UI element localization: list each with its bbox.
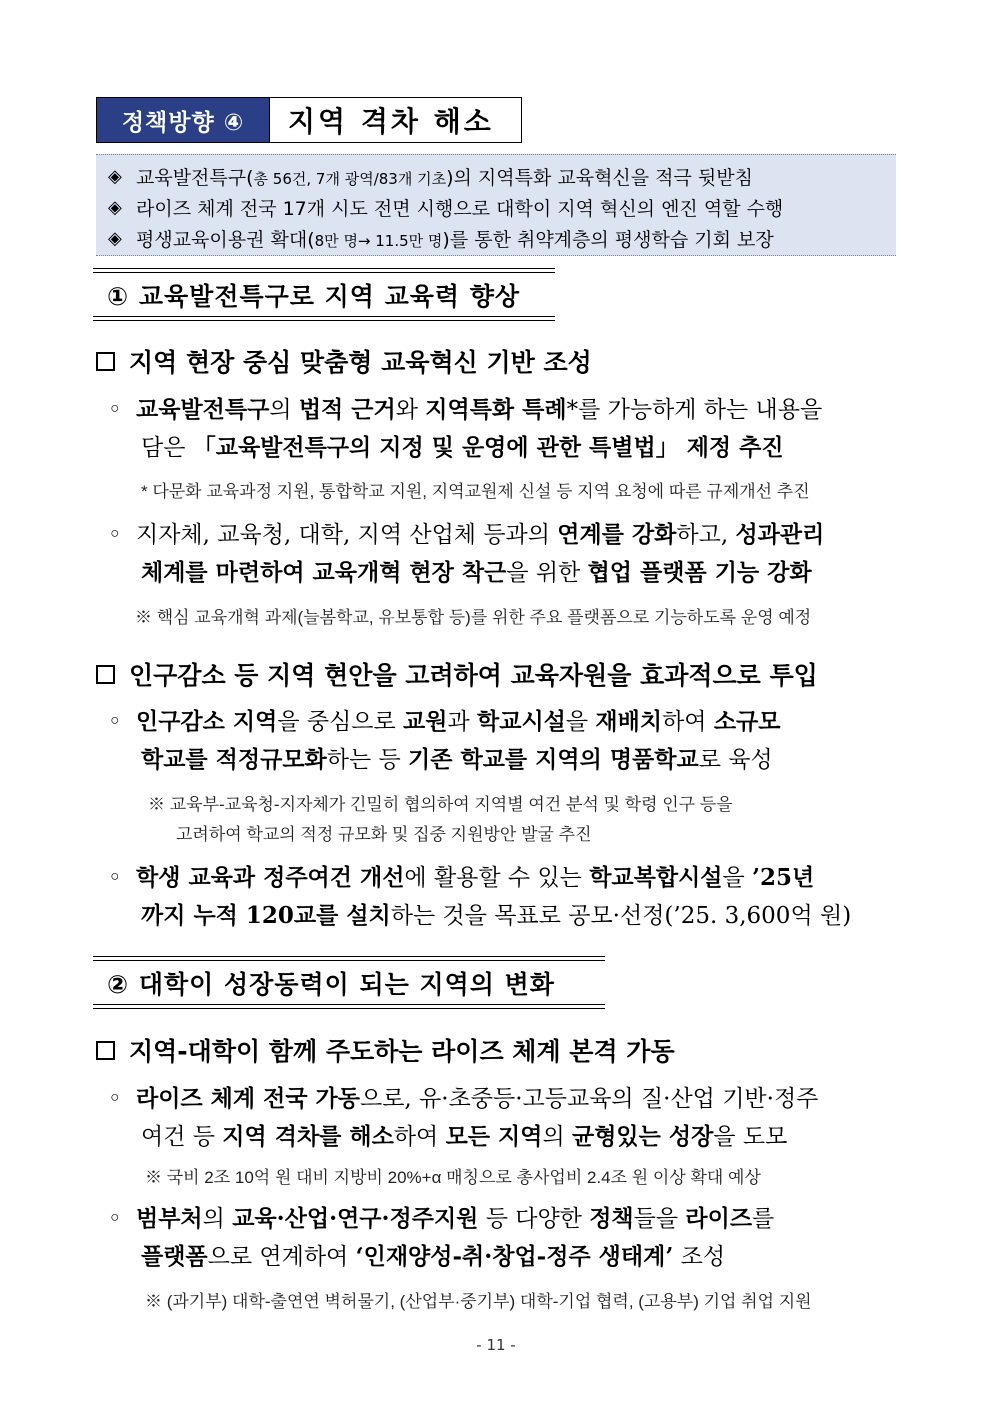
- square-bullet-icon: [96, 665, 115, 684]
- bullet-item: ◦ 지자체, 교육청, 대학, 지역 산업체 등과의 연계를 강화하고, 성과관리 체계를 마련하여 교육개혁 현장 착근을 위한 협업 플랫폼 기능 강화: [108, 521, 825, 586]
- policy-badge: 정책방향 ④: [97, 98, 270, 142]
- diamond-icon: ◈: [108, 228, 122, 249]
- page-number: - 11 -: [476, 1336, 516, 1354]
- bullet-item: ◦ 학생 교육과 정주여건 개선에 활용할 수 있는 학교복합시설을 ’25년 까지 누적 120교를 설치하는 것을 목표로 공모·선정(’25. 3,600억 원): [108, 864, 852, 929]
- policy-title: 지역 격차 해소: [288, 105, 494, 138]
- subsection-title: 지역-대학이 함께 주도하는 라이즈 체계 본격 가동: [96, 1032, 675, 1068]
- square-bullet-icon: [96, 1041, 115, 1060]
- section-header-1: ① 교육발전특구로 지역 교육력 향상: [93, 268, 555, 321]
- summary-box: [96, 154, 896, 256]
- footnote: * 다문화 교육과정 지원, 통합학교 지원, 지역교원제 신설 등 지역 요청에 따른 규제개선 추진: [141, 482, 810, 501]
- diamond-icon: ◈: [108, 166, 122, 187]
- summary-line: ◈ 평생교육이용권 확대(8만 명→ 11.5만 명)를 통한 취약계층의 평생학습 기회 보장: [108, 228, 774, 251]
- policy-header: [96, 97, 522, 143]
- section-header-2: ② 대학이 성장동력이 되는 지역의 변화: [93, 956, 605, 1009]
- square-bullet-icon: [96, 352, 115, 371]
- subsection-title: 지역 현장 중심 맞춤형 교육혁신 기반 조성: [96, 343, 592, 379]
- subsection-title: 인구감소 등 지역 현안을 고려하여 교육자원을 효과적으로 투입: [96, 656, 818, 692]
- footnote: 고려하여 학교의 적정 규모화 및 집중 지원방안 발굴 추진: [176, 825, 592, 844]
- summary-line: ◈ 교육발전특구(총 56건, 7개 광역/83개 기초)의 지역특화 교육혁신을 적극 뒷받침: [108, 166, 753, 189]
- bullet-item: ◦ 라이즈 체계 전국 가동으로, 유·초중등·고등교육의 질·산업 기반·정주 여건 등 지역 격차를 해소하여 모든 지역의 균형있는 성장을 도모: [108, 1085, 819, 1150]
- diamond-icon: ◈: [108, 197, 122, 218]
- footnote: ※ 핵심 교육개혁 과제(늘봄학교, 유보통합 등)를 위한 주요 플랫폼으로 기능하도록 운영 예정: [135, 608, 812, 627]
- bullet-item: ◦ 인구감소 지역을 중심으로 교원과 학교시설을 재배치하여 소규모 학교를 적정규모화하는 등 기존 학교를 지역의 명품학교로 육성: [108, 708, 781, 773]
- footnote: ※ (과기부) 대학-출연연 벽허물기, (산업부·중기부) 대학-기업 협력, (고용부) 기업 취업 지원: [145, 1292, 812, 1311]
- bullet-item: ◦ 범부처의 교육·산업·연구·정주지원 등 다양한 정책들을 라이즈를 플랫폼으로 연계하여 ‘인재양성-취·창업-정주 생태계’ 조성: [108, 1205, 775, 1270]
- summary-line: ◈ 라이즈 체계 전국 17개 시도 전면 시행으로 대학이 지역 혁신의 엔진 역할 수행: [108, 197, 784, 220]
- footnote: ※ 국비 2조 10억 원 대비 지방비 20%+α 매칭으로 총사업비 2.4조 원 이상 확대 예상: [145, 1168, 761, 1187]
- footnote: ※ 교육부-교육청-지자체가 긴밀히 협의하여 지역별 여건 분석 및 학령 인구 등을: [148, 795, 733, 814]
- bullet-item: ◦ 교육발전특구의 법적 근거와 지역특화 특례*를 가능하게 하는 내용을 담은 「교육발전특구의 지정 및 운영에 관한 특별법」 제정 추진: [108, 396, 823, 461]
